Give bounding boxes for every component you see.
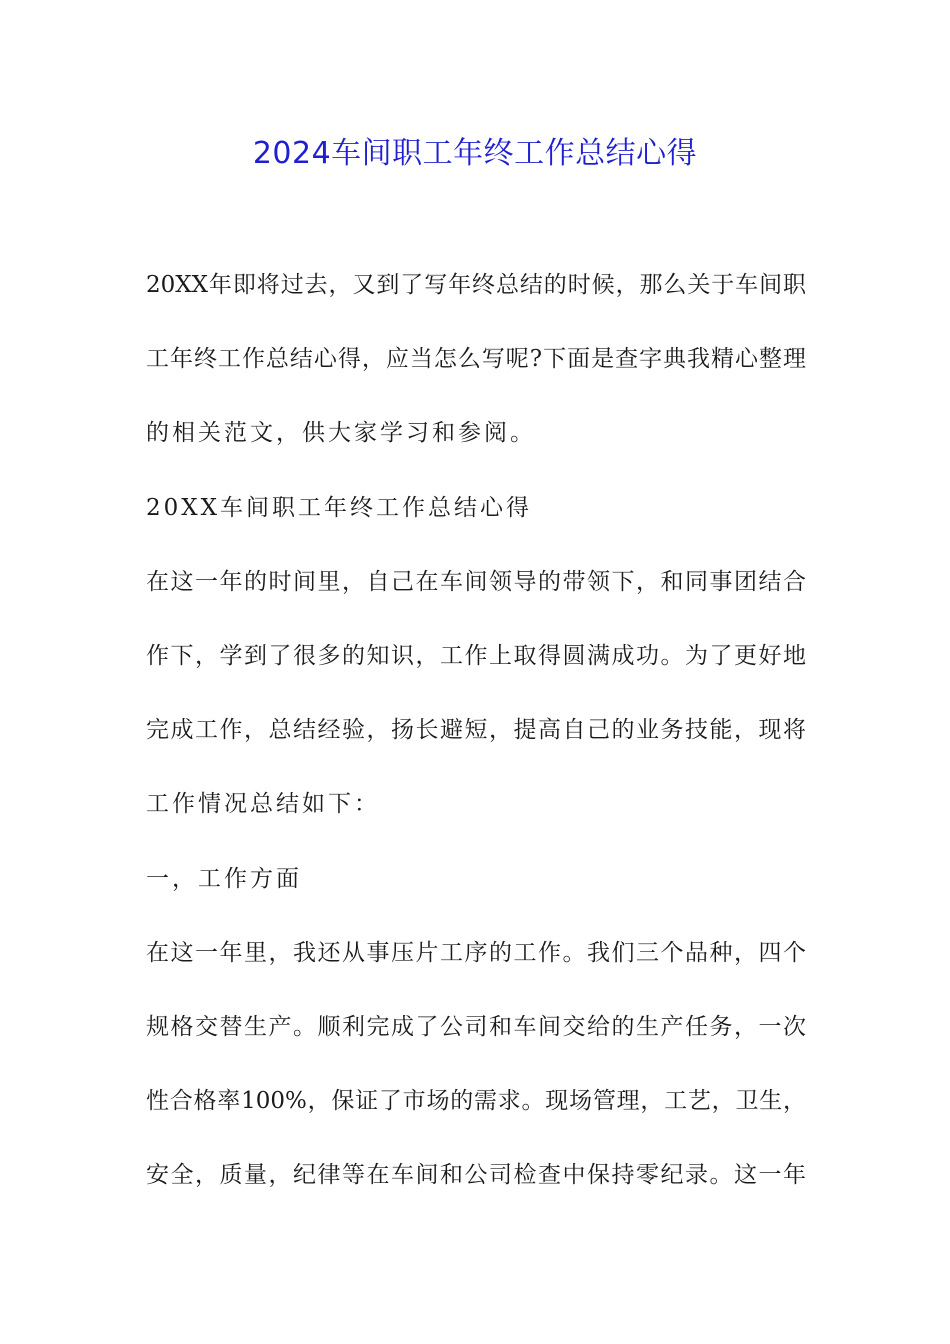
body-line: 20XX年即将过去，又到了写年终总结的时候，那么关于车间职: [146, 272, 806, 298]
body-line: 在这一年里，我还从事压片工序的工作。我们三个品种，四个: [146, 939, 806, 966]
body-line: 在这一年的时间里，自己在车间领导的带领下，和同事团结合: [146, 568, 806, 595]
body-line: 的相关范文，供大家学习和参阅。: [146, 420, 536, 447]
body-line: 工作情况总结如下：: [146, 791, 380, 818]
body-line: 完成工作，总结经验，扬长避短，提高自己的业务技能，现将: [146, 717, 806, 744]
body-line: 工年终工作总结心得，应当怎么写呢?下面是查字典我精心整理: [146, 346, 806, 373]
document-body: [146, 262, 806, 1226]
body-line: 性合格率100%，保证了市场的需求。现场管理，工艺，卫生，: [146, 1088, 806, 1115]
document-title: 2024车间职工年终工作总结心得: [252, 136, 698, 171]
section-heading: 20XX车间职工年终工作总结心得: [146, 494, 533, 521]
section-heading: 一，工作方面: [146, 865, 302, 892]
body-line: 规格交替生产。顺利完成了公司和车间交给的生产任务，一次: [146, 1013, 806, 1040]
body-line: 作下，学到了很多的知识，工作上取得圆满成功。为了更好地: [146, 642, 806, 669]
body-line: 安全，质量，纪律等在车间和公司检查中保持零纪录。这一年: [146, 1162, 806, 1189]
